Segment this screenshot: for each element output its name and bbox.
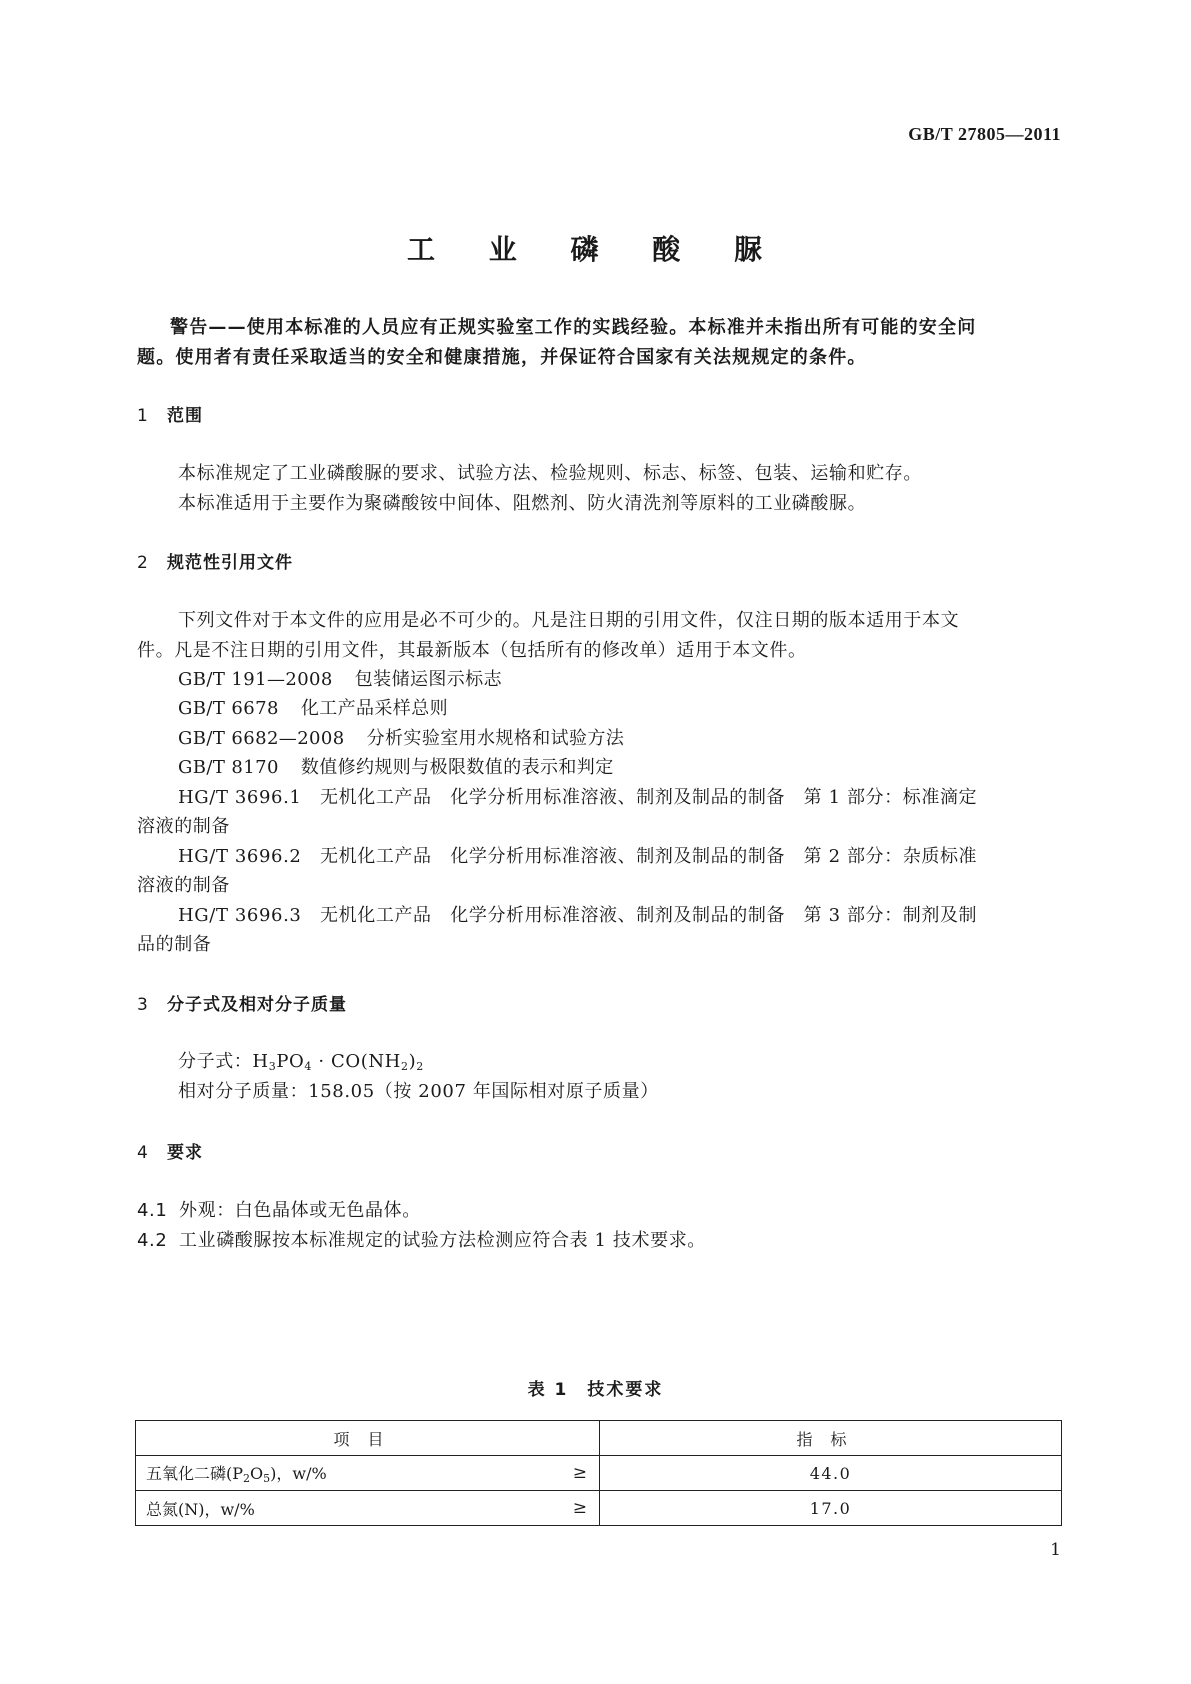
section-2-heading [137,548,293,573]
table-caption: 表 1 技术要求 [527,1380,664,1400]
spec-table [135,1420,1062,1526]
requirement-4-1 [137,1196,421,1222]
item-text: O [250,1464,264,1483]
requirement-number: 4.1 [137,1200,168,1221]
reference-code: GB/T 6678 [178,698,279,719]
requirement-number: 4.2 [137,1230,168,1251]
section-1-para-1: 本标准规定了工业磷酸脲的要求、试验方法、检验规则、标志、标签、包装、运输和贮存。 [178,463,922,484]
requirement-4-2 [137,1226,706,1252]
greater-equal-symbol: ≥ [572,1463,587,1483]
section-4-number: 4 [137,1143,149,1163]
standard-code: GB/T 27805—2011 [908,124,1061,144]
requirement-text: 工业磷酸脲按本标准规定的试验方法检测应符合表 1 技术要求。 [179,1230,706,1251]
section-2-intro-1: 下列文件对于本文件的应用是必不可少的。凡是注日期的引用文件，仅注日期的版本适用于本文 [178,610,960,631]
table-cell-value: 17.0 [600,1491,1062,1526]
formula-subscript: 2 [416,1060,424,1073]
table-row [136,1491,1062,1526]
reference-name: 分析实验室用水规格和试验方法 [366,728,625,749]
section-2-intro-2: 件。凡是不注日期的引用文件，其最新版本（包括所有的修改单）适用于本文件。 [137,640,807,661]
table-row [136,1456,1062,1491]
reference-item [178,753,614,779]
formula-label: 分子式：H [178,1051,269,1072]
section-2-number: 2 [137,553,149,573]
item-subscript: 5 [263,1472,271,1485]
warning-line-2: 题。使用者有责任采取适当的安全和健康措施，并保证符合国家有关法规规定的条件。 [137,347,867,368]
section-3-number: 3 [137,995,149,1015]
reference-item [178,665,502,691]
item-text: 五氧化二磷(P [146,1464,244,1483]
table-cell-item [136,1456,600,1491]
reference-code: GB/T 8170 [178,757,279,778]
warning-line-1: 警告——使用本标准的人员应有正规实验室工作的实践经验。本标准并未指出所有可能的安全问 [170,317,977,338]
reference-hg-3-line-1: HG/T 3696.3 无机化工产品 化学分析用标准溶液、制剂及制品的制备 第 3 部分：制剂及制 [178,905,978,926]
section-3-heading [137,990,347,1015]
item-text: 总氮(N)，w/% [146,1499,255,1519]
item-subscript: 2 [243,1472,251,1485]
molecular-formula [178,1047,424,1073]
reference-hg-3-line-2: 品的制备 [137,934,212,955]
section-3-title: 分子式及相对分子质量 [167,995,347,1015]
section-1-heading [137,401,203,426]
table-header-value: 指标 [600,1421,1062,1456]
section-2-title: 规范性引用文件 [167,553,293,573]
table-header-row [136,1421,1062,1456]
section-4-heading [137,1138,203,1163]
reference-hg-1-line-1: HG/T 3696.1 无机化工产品 化学分析用标准溶液、制剂及制品的制备 第 1 部分：标准滴定 [178,787,978,808]
table-cell-value: 44.0 [600,1456,1062,1491]
formula-part: PO [276,1051,305,1072]
reference-code: GB/T 6682—2008 [178,728,345,749]
molecular-mass: 相对分子质量：158.05（按 2007 年国际相对原子质量） [178,1081,659,1102]
document-title: 工 业 磷 酸 脲 [407,233,784,266]
formula-subscript: 2 [400,1060,409,1073]
reference-hg-1-line-2: 溶液的制备 [137,816,230,837]
item-text: )，w/% [270,1464,327,1483]
reference-code: GB/T 191—2008 [178,669,333,690]
formula-part: · CO(NH [312,1051,401,1072]
reference-name: 化工产品采样总则 [300,698,449,719]
greater-equal-symbol: ≥ [572,1498,587,1518]
reference-name: 包装储运图示标志 [354,669,502,690]
formula-subscript: 4 [304,1060,312,1073]
reference-hg-2-line-2: 溶液的制备 [137,875,230,896]
reference-item [178,694,448,720]
reference-hg-2-line-1: HG/T 3696.2 无机化工产品 化学分析用标准溶液、制剂及制品的制备 第 2 部分：杂质标准 [178,846,978,867]
section-4-title: 要求 [167,1143,203,1163]
section-1-para-2: 本标准适用于主要作为聚磷酸铵中间体、阻燃剂、防火清洗剂等原料的工业磷酸脲。 [178,493,867,514]
reference-item [178,724,624,750]
formula-subscript: 3 [268,1060,277,1073]
page-number: 1 [1050,1540,1061,1560]
section-1-title: 范围 [167,406,203,426]
formula-part: ) [408,1051,417,1072]
table-cell-item [136,1491,600,1526]
reference-name: 数值修约规则与极限数值的表示和判定 [300,757,614,778]
requirement-text: 外观：白色晶体或无色晶体。 [179,1200,421,1221]
table-header-item: 项目 [136,1421,600,1456]
section-1-number: 1 [137,406,149,426]
